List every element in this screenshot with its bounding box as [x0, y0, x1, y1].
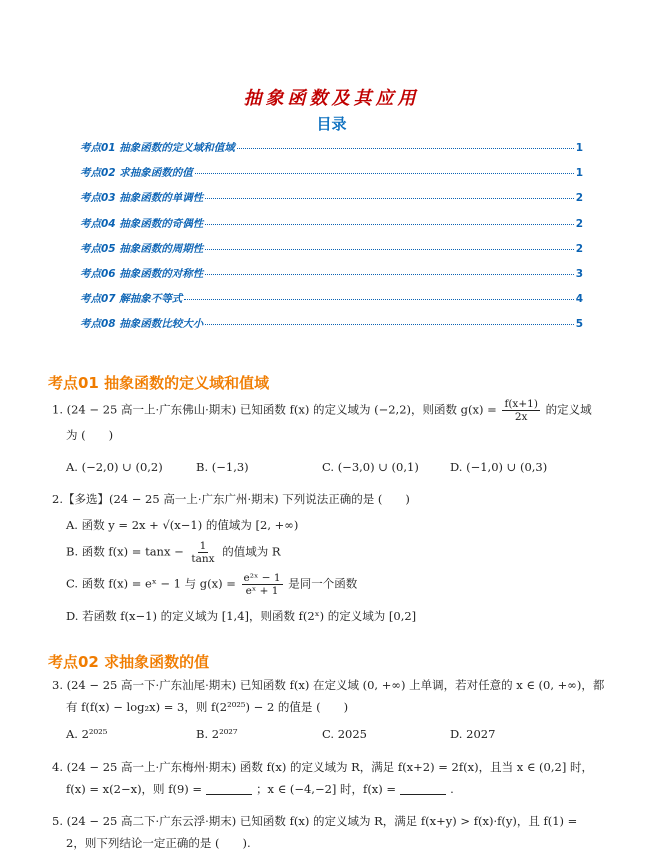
toc-entry[interactable] — [80, 140, 583, 165]
option-b — [66, 540, 281, 565]
question-4 — [52, 759, 632, 797]
section-heading: 考点01 抽象函数的定义域和值域 — [48, 374, 270, 392]
option-a: A. 函数 y = 2x + √(x−1) 的值域为 [2, +∞) — [66, 518, 299, 532]
question-1-text-a: 1. (24 − 25 高一上·广东佛山·期末) 已知函数 f(x) 的定义域为 (−2,2)，则函数 g(x) = — [52, 402, 497, 417]
toc-entry-label: 考点07 解抽象不等式 — [80, 293, 183, 306]
fraction-denominator: 2x — [514, 411, 528, 423]
answer-blank[interactable] — [400, 794, 446, 795]
question-1-text-b: 的定义域 — [545, 402, 592, 417]
toc-entry[interactable] — [80, 266, 583, 291]
toc-entry[interactable] — [80, 241, 583, 266]
option-c: C. 2025 — [322, 727, 367, 741]
fraction — [242, 572, 283, 597]
toc-entry-label: 考点08 抽象函数比较大小 — [80, 318, 204, 331]
toc-entry-page: 4 — [575, 293, 583, 306]
toc-dot-leader — [184, 299, 573, 300]
option-b: B. 2²⁰²⁷ — [196, 727, 238, 741]
question-4-text-b: ；x ∈ (−4,−2] 时，f(x) = — [256, 782, 397, 796]
fraction-numerator: 1 — [199, 540, 207, 552]
toc-entry-page: 1 — [575, 167, 583, 180]
option-c-text-a: C. 函数 f(x) = eˣ − 1 与 g(x) = — [66, 576, 236, 591]
toc-entry-page: 3 — [575, 267, 583, 280]
question-4-text-c: . — [450, 782, 454, 796]
question-2 — [52, 491, 632, 507]
option-b-text-a: B. 函数 f(x) = tanx − — [66, 544, 184, 559]
fraction — [502, 398, 539, 423]
option-c: C. (−3,0) ∪ (0,1) — [322, 460, 419, 474]
option-b-text-b: 的值域为 R — [222, 544, 281, 559]
toc-dot-leader — [205, 274, 573, 275]
toc-entry-label: 考点02 求抽象函数的值 — [80, 167, 193, 180]
question-5 — [52, 813, 632, 851]
toc-entry[interactable] — [80, 291, 583, 316]
question-1-line-1 — [52, 398, 632, 423]
section-heading: 考点02 求抽象函数的值 — [48, 653, 210, 671]
toc-dot-leader — [205, 198, 573, 199]
fraction-denominator: tanx — [191, 553, 215, 565]
toc-entry-label: 考点06 抽象函数的对称性 — [80, 267, 204, 280]
document-title: 抽象函数及其应用 — [243, 88, 420, 109]
table-of-contents — [80, 140, 583, 342]
toc-dot-leader — [237, 148, 574, 149]
toc-entry-page: 2 — [575, 217, 583, 230]
question-4-text-a: f(x) = x(2−x)，则 f(9) = — [66, 782, 203, 796]
option-b: B. (−1,3) — [196, 460, 249, 474]
toc-entry-label: 考点05 抽象函数的周期性 — [80, 242, 204, 255]
question-4-line-2 — [52, 781, 632, 797]
option-d: D. 若函数 f(x−1) 的定义域为 [1,4]，则函数 f(2ˣ) 的定义域为 [0,2] — [66, 609, 417, 623]
question-3-line-2: 有 f(f(x) − log₂x) = 3，则 f(2²⁰²⁵) − 2 的值是 ( ) — [66, 700, 349, 714]
option-c-text-b: 是同一个函数 — [288, 576, 358, 591]
option-d: D. (−1,0) ∪ (0,3) — [450, 460, 548, 474]
toc-dot-leader — [205, 224, 573, 225]
toc-entry-label: 考点01 抽象函数的定义域和值域 — [80, 142, 235, 154]
toc-entry[interactable] — [80, 316, 583, 341]
toc-dot-leader — [205, 249, 573, 250]
question-2-line-1: 2.【多选】(24 − 25 高一上·广东广州·期末) 下列说法正确的是 ( ) — [52, 492, 410, 506]
answer-blank[interactable] — [206, 794, 252, 795]
toc-entry[interactable] — [80, 190, 583, 215]
option-d: D. 2027 — [450, 727, 496, 741]
fraction-numerator: e²ˣ − 1 — [243, 572, 281, 584]
question-3 — [52, 677, 632, 715]
fraction — [189, 540, 216, 565]
option-a: A. (−2,0) ∪ (0,2) — [66, 460, 163, 474]
fraction-numerator: f(x+1) — [504, 398, 538, 410]
toc-title: 目录 — [316, 115, 347, 133]
toc-dot-leader — [205, 324, 573, 325]
option-c — [66, 572, 357, 597]
question-5-line-2: 2，则下列结论一定正确的是 ( ). — [66, 836, 251, 850]
question-5-line-1: 5. (24 − 25 高二下·广东云浮·期末) 已知函数 f(x) 的定义域为 R，满足 f(x+y) > f(x)·f(y)，且 f(1) = — [52, 814, 578, 828]
toc-entry-label: 考点04 抽象函数的奇偶性 — [80, 217, 204, 230]
toc-entry-page: 1 — [575, 142, 583, 154]
toc-entry-page: 2 — [575, 192, 583, 205]
toc-entry-page: 2 — [575, 242, 583, 255]
question-3-line-1: 3. (24 − 25 高一下·广东汕尾·期末) 已知函数 f(x) 在定义域 (0, +∞) 上单调，若对任意的 x ∈ (0, +∞)，都 — [52, 678, 605, 692]
fraction-denominator: eˣ + 1 — [245, 585, 279, 597]
option-a: A. 2²⁰²⁵ — [66, 727, 108, 741]
toc-dot-leader — [195, 173, 574, 174]
toc-entry-label: 考点03 抽象函数的单调性 — [80, 192, 204, 205]
toc-entry-page: 5 — [575, 318, 583, 331]
question-1-line-2: 为 ( ) — [66, 428, 114, 442]
toc-entry[interactable] — [80, 216, 583, 241]
toc-entry[interactable] — [80, 165, 583, 190]
question-1 — [52, 398, 632, 443]
question-4-line-1: 4. (24 − 25 高一上·广东梅州·期末) 函数 f(x) 的定义域为 R，满足 f(x+2) = 2f(x)，且当 x ∈ (0,2] 时， — [52, 760, 593, 774]
